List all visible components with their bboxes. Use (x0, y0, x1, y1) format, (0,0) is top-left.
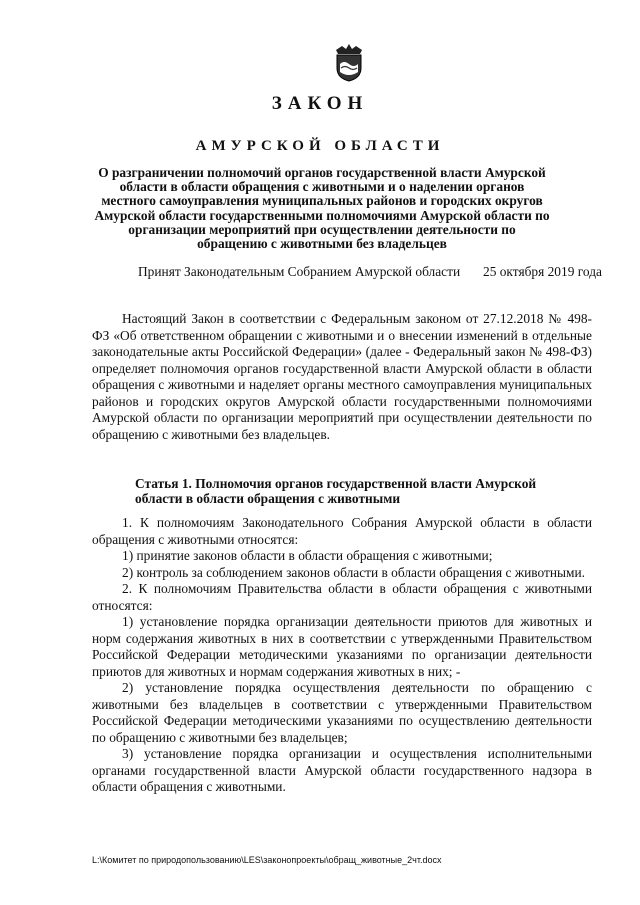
adoption-date: 25 октября 2019 года (483, 264, 602, 279)
intro-text: Настоящий Закон в соответствии с Федеральным законом от 27.12.2018 № 498-ФЗ «Об ответственном обращении с животными и о внесении изменений в отдельные законодательные акты Российской Федерации» (далее - Федеральный закон № 498-ФЗ) определяет полномочия органов государственной власти Амурской области в области обращения с животными и наделяет органы местного самоуправления муниципальных районов и городских округов Амурской области государственными полномочиями Амурской области по организации мероприятий при осуществлении деятельности по обращению с животными без владельцев. (92, 311, 592, 442)
article-heading: Полномочия органов государственной власти Амурской области в области обращения с животными (135, 476, 537, 506)
article-paragraph: 3) установление порядка организации и осуществления исполнительными органами государственной власти Амурской области государственного надзора в области обращения с животными. (92, 746, 592, 794)
article-1-body (92, 515, 592, 796)
article-paragraph: 1. К полномочиям Законодательного Собрания Амурской области в области обращения с животными относятся: (92, 515, 592, 547)
article-paragraph: 2) установление порядка осуществления деятельности по обращению с животными без владельцев в соответствии с утвержденными Правительством Российской Федерации методическими указаниями по осуществлению деятельности по обращению с животными без владельцев; (92, 680, 592, 745)
file-path-footer: L:\Комитет по природопользованию\LES\законопроекты\обращ_животные_2чт.docx (92, 855, 442, 865)
article-paragraph: 1) установление порядка организации деятельности приютов для животных и норм содержания животных в них в соответствии с утвержденными Правительством Российской Федерации методическими указаниями по организации деятельности приютов для животных и нормам содержания животных в них; - (92, 614, 592, 679)
intro-paragraph (92, 311, 592, 443)
article-paragraph: 2. К полномочиям Правительства области в области обращения с животными относятся: (92, 581, 592, 613)
document-region: АМУРСКОЙ ОБЛАСТИ (195, 138, 445, 154)
article-paragraph: 1) принятие законов области в области обращения с животными; (122, 548, 493, 563)
article-number: Статья 1. (135, 476, 192, 491)
article-paragraph: 2) контроль за соблюдением законов области в области обращения с животными. (122, 564, 585, 580)
article-1-heading (135, 476, 575, 506)
document-subject: О разграничении полномочий органов государственной власти Амурской области в области обращения с животными и о наделении органов местного самоуправления муниципальных районов и городских округов Амурской области государственными полномочиями Амурской области по организации мероприятий при осуществлении деятельности по обращению с животными без владельцев (94, 165, 550, 252)
adoption-text: Принят Законодательным Собранием Амурской области (138, 264, 461, 279)
document-title: ЗАКОН (271, 93, 369, 114)
coat-of-arms-icon (332, 42, 366, 82)
